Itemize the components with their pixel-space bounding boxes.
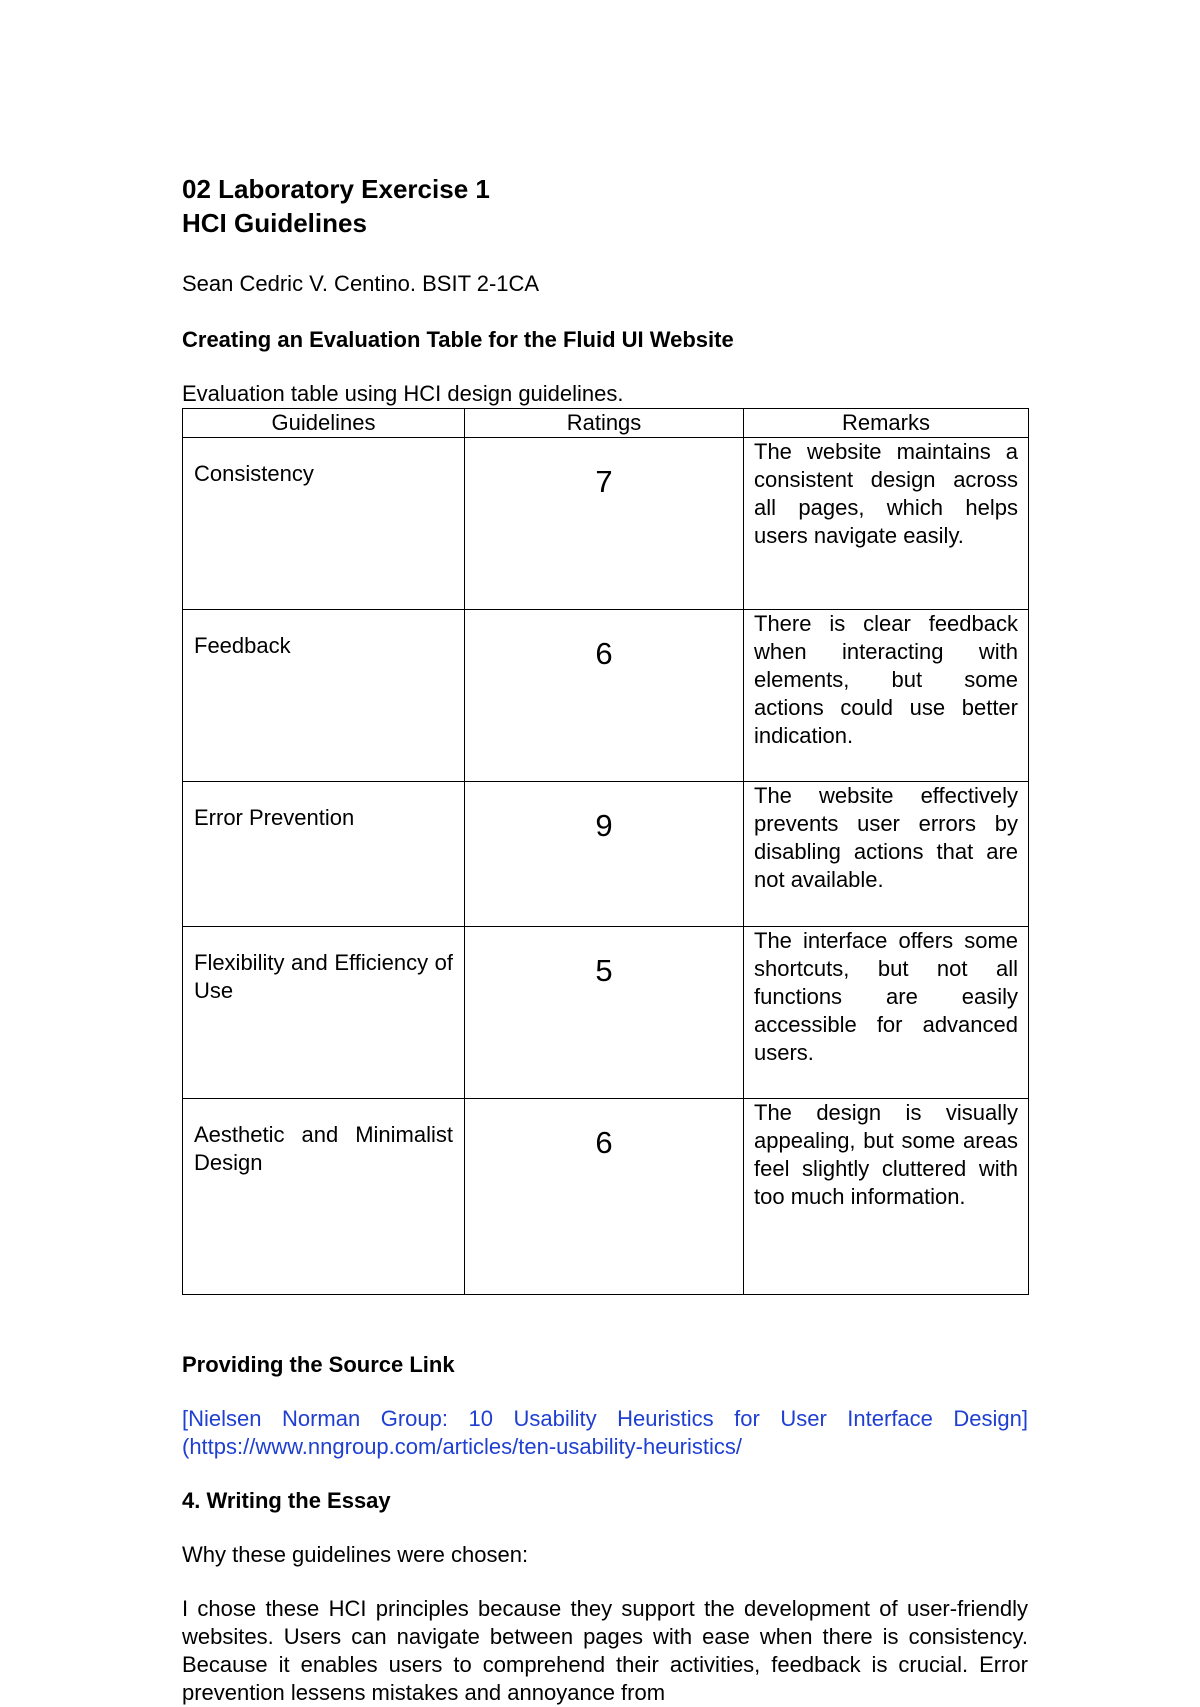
rating-cell: 9 xyxy=(465,782,744,927)
table-row xyxy=(183,1099,1029,1295)
guideline-cell: Aesthetic and Minimalist Design xyxy=(183,1099,465,1295)
header-guidelines: Guidelines xyxy=(183,409,465,438)
guideline-cell: Error Prevention xyxy=(183,782,465,927)
remarks-cell: The website maintains a consistent design across all pages, which helps users navigate easily. xyxy=(744,438,1029,610)
document-title-line-2: HCI Guidelines xyxy=(182,208,367,238)
section-heading-evaluation-table: Creating an Evaluation Table for the Fluid UI Website xyxy=(182,327,734,352)
table-header-row xyxy=(183,409,1029,438)
essay-paragraph: I chose these HCI principles because they support the development of user-friendly websites. Users can navigate between pages with ease when there is consistency. Because it enables users to comprehend their activities, feedback is crucial. Error prevention lessens mistakes and annoyance from xyxy=(182,1596,1028,1705)
document-title-line-1: 02 Laboratory Exercise 1 xyxy=(182,174,490,204)
section-heading-essay: 4. Writing the Essay xyxy=(182,1488,391,1513)
header-ratings: Ratings xyxy=(465,409,744,438)
table-row xyxy=(183,927,1029,1099)
essay-question: Why these guidelines were chosen: xyxy=(182,1542,529,1567)
rating-cell: 6 xyxy=(465,1099,744,1295)
remarks-cell: The interface offers some shortcuts, but not all functions are easily accessible for advanced users. xyxy=(744,927,1029,1099)
author-line: Sean Cedric V. Centino. BSIT 2-1CA xyxy=(182,271,540,296)
header-remarks: Remarks xyxy=(744,409,1029,438)
table-row xyxy=(183,438,1029,610)
source-link[interactable]: [Nielsen Norman Group: 10 Usability Heuristics for User Interface Design] (https://www.nngroup.com/articles/ten-usability-heuristics/ xyxy=(182,1406,1028,1459)
section-heading-source-link: Providing the Source Link xyxy=(182,1352,455,1377)
remarks-cell: There is clear feedback when interacting with elements, but some actions could use better indication. xyxy=(744,610,1029,782)
table-row xyxy=(183,610,1029,782)
remarks-cell: The design is visually appealing, but some areas feel slightly cluttered with too much information. xyxy=(744,1099,1029,1295)
evaluation-table xyxy=(182,408,1029,1295)
rating-cell: 6 xyxy=(465,610,744,782)
document-page xyxy=(182,172,1028,1707)
remarks-cell: The website effectively prevents user errors by disabling actions that are not available. xyxy=(744,782,1029,927)
guideline-cell: Flexibility and Efficiency of Use xyxy=(183,927,465,1099)
rating-cell: 5 xyxy=(465,927,744,1099)
guideline-cell: Consistency xyxy=(183,438,465,610)
rating-cell: 7 xyxy=(465,438,744,610)
guideline-cell: Feedback xyxy=(183,610,465,782)
table-row xyxy=(183,782,1029,927)
table-intro: Evaluation table using HCI design guidelines. xyxy=(182,381,624,406)
